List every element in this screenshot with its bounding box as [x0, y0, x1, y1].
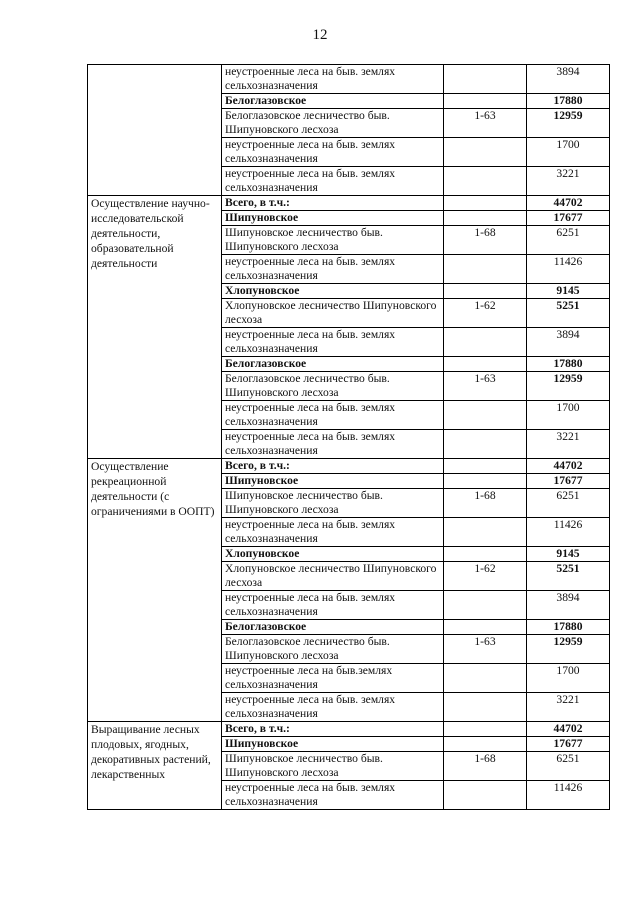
forestry-name-cell: Белоглазовское [222, 620, 444, 635]
forest-area-table [87, 64, 610, 810]
forestry-name-cell: Шипуновское [222, 211, 444, 226]
forestry-name-cell: Белоглазовское [222, 357, 444, 372]
quarter-range-cell [444, 547, 527, 562]
quarter-range-cell [444, 328, 527, 357]
area-value-cell: 12959 [527, 109, 610, 138]
quarter-range-cell: 1-62 [444, 562, 527, 591]
area-value-cell: 17677 [527, 211, 610, 226]
area-value-cell: 11426 [527, 781, 610, 810]
quarter-range-cell [444, 664, 527, 693]
forestry-name-cell: неустроенные леса на быв. землях сельхозназначения [222, 167, 444, 196]
forestry-name-cell: неустроенные леса на быв. землях сельхозназначения [222, 65, 444, 94]
forestry-name-cell: Белоглазовское [222, 94, 444, 109]
forestry-name-cell: Шипуновское лесничество быв. Шипуновского лесхоза [222, 226, 444, 255]
area-value-cell: 3221 [527, 693, 610, 722]
quarter-range-cell: 1-63 [444, 372, 527, 401]
area-value-cell: 44702 [527, 459, 610, 474]
quarter-range-cell: 1-68 [444, 489, 527, 518]
quarter-range-cell [444, 196, 527, 211]
table-row [88, 459, 610, 474]
area-value-cell: 1700 [527, 401, 610, 430]
area-value-cell: 11426 [527, 518, 610, 547]
quarter-range-cell: 1-62 [444, 299, 527, 328]
area-value-cell: 9145 [527, 284, 610, 299]
area-value-cell: 17880 [527, 357, 610, 372]
area-value-cell: 12959 [527, 372, 610, 401]
area-value-cell: 9145 [527, 547, 610, 562]
quarter-range-cell [444, 620, 527, 635]
area-value-cell: 1700 [527, 664, 610, 693]
quarter-range-cell [444, 255, 527, 284]
forestry-name-cell: Хлопуновское лесничество Шипуновского лесхоза [222, 562, 444, 591]
area-value-cell: 3221 [527, 430, 610, 459]
purpose-cell: Выращивание лесных плодовых, ягодных, декоративных растений, лекарственных [88, 722, 222, 810]
quarter-range-cell [444, 430, 527, 459]
area-value-cell: 17677 [527, 474, 610, 489]
forestry-name-cell: Белоглазовское лесничество быв. Шипуновского лесхоза [222, 635, 444, 664]
quarter-range-cell [444, 693, 527, 722]
area-value-cell: 6251 [527, 226, 610, 255]
forestry-name-cell: Шипуновское лесничество быв. Шипуновского лесхоза [222, 489, 444, 518]
forestry-name-cell: Белоглазовское лесничество быв. Шипуновского лесхоза [222, 372, 444, 401]
quarter-range-cell [444, 518, 527, 547]
quarter-range-cell [444, 781, 527, 810]
area-value-cell: 3894 [527, 591, 610, 620]
area-value-cell: 3894 [527, 328, 610, 357]
area-value-cell: 44702 [527, 196, 610, 211]
purpose-cell: Осуществление рекреационной деятельности (с ограничениями в ООПТ) [88, 459, 222, 722]
forestry-name-cell: неустроенные леса на быв. землях сельхозназначения [222, 328, 444, 357]
quarter-range-cell: 1-68 [444, 752, 527, 781]
area-value-cell: 6251 [527, 752, 610, 781]
area-value-cell: 5251 [527, 299, 610, 328]
quarter-range-cell [444, 459, 527, 474]
area-value-cell: 11426 [527, 255, 610, 284]
area-value-cell: 3894 [527, 65, 610, 94]
forestry-name-cell: Белоглазовское лесничество быв. Шипуновского лесхоза [222, 109, 444, 138]
forestry-name-cell: Хлопуновское [222, 547, 444, 562]
forestry-name-cell: Всего, в т.ч.: [222, 459, 444, 474]
forestry-name-cell: Всего, в т.ч.: [222, 196, 444, 211]
quarter-range-cell [444, 591, 527, 620]
forestry-name-cell: Шипуновское лесничество быв. Шипуновского лесхоза [222, 752, 444, 781]
area-value-cell: 6251 [527, 489, 610, 518]
forestry-name-cell: неустроенные леса на быв. землях сельхозназначения [222, 255, 444, 284]
quarter-range-cell: 1-68 [444, 226, 527, 255]
quarter-range-cell: 1-63 [444, 109, 527, 138]
quarter-range-cell [444, 474, 527, 489]
quarter-range-cell [444, 94, 527, 109]
quarter-range-cell [444, 357, 527, 372]
area-value-cell: 17880 [527, 94, 610, 109]
area-value-cell: 17677 [527, 737, 610, 752]
area-value-cell: 1700 [527, 138, 610, 167]
purpose-cell: Осуществление научно-исследовательской деятельности, образовательной деятельности [88, 196, 222, 459]
forestry-name-cell: неустроенные леса на быв.землях сельхозназначения [222, 664, 444, 693]
forestry-name-cell: Хлопуновское лесничество Шипуновского лесхоза [222, 299, 444, 328]
quarter-range-cell [444, 65, 527, 94]
forestry-name-cell: неустроенные леса на быв. землях сельхозназначения [222, 430, 444, 459]
quarter-range-cell [444, 737, 527, 752]
quarter-range-cell [444, 211, 527, 226]
forestry-name-cell: неустроенные леса на быв. землях сельхозназначения [222, 518, 444, 547]
table-row [88, 722, 610, 737]
table-row [88, 196, 610, 211]
forestry-name-cell: Хлопуновское [222, 284, 444, 299]
area-value-cell: 3221 [527, 167, 610, 196]
quarter-range-cell [444, 167, 527, 196]
area-value-cell: 44702 [527, 722, 610, 737]
area-value-cell: 17880 [527, 620, 610, 635]
forestry-name-cell: неустроенные леса на быв. землях сельхозназначения [222, 138, 444, 167]
page-number: 12 [312, 27, 328, 43]
purpose-cell [88, 65, 222, 196]
area-value-cell: 5251 [527, 562, 610, 591]
quarter-range-cell [444, 401, 527, 430]
forestry-name-cell: неустроенные леса на быв. землях сельхозназначения [222, 693, 444, 722]
forestry-name-cell: неустроенные леса на быв. землях сельхозназначения [222, 401, 444, 430]
forestry-name-cell: неустроенные леса на быв. землях сельхозназначения [222, 781, 444, 810]
quarter-range-cell [444, 284, 527, 299]
quarter-range-cell: 1-63 [444, 635, 527, 664]
table-row [88, 65, 610, 94]
forestry-name-cell: Всего, в т.ч.: [222, 722, 444, 737]
area-value-cell: 12959 [527, 635, 610, 664]
forestry-name-cell: неустроенные леса на быв. землях сельхозназначения [222, 591, 444, 620]
forestry-name-cell: Шипуновское [222, 474, 444, 489]
quarter-range-cell [444, 722, 527, 737]
quarter-range-cell [444, 138, 527, 167]
forestry-name-cell: Шипуновское [222, 737, 444, 752]
